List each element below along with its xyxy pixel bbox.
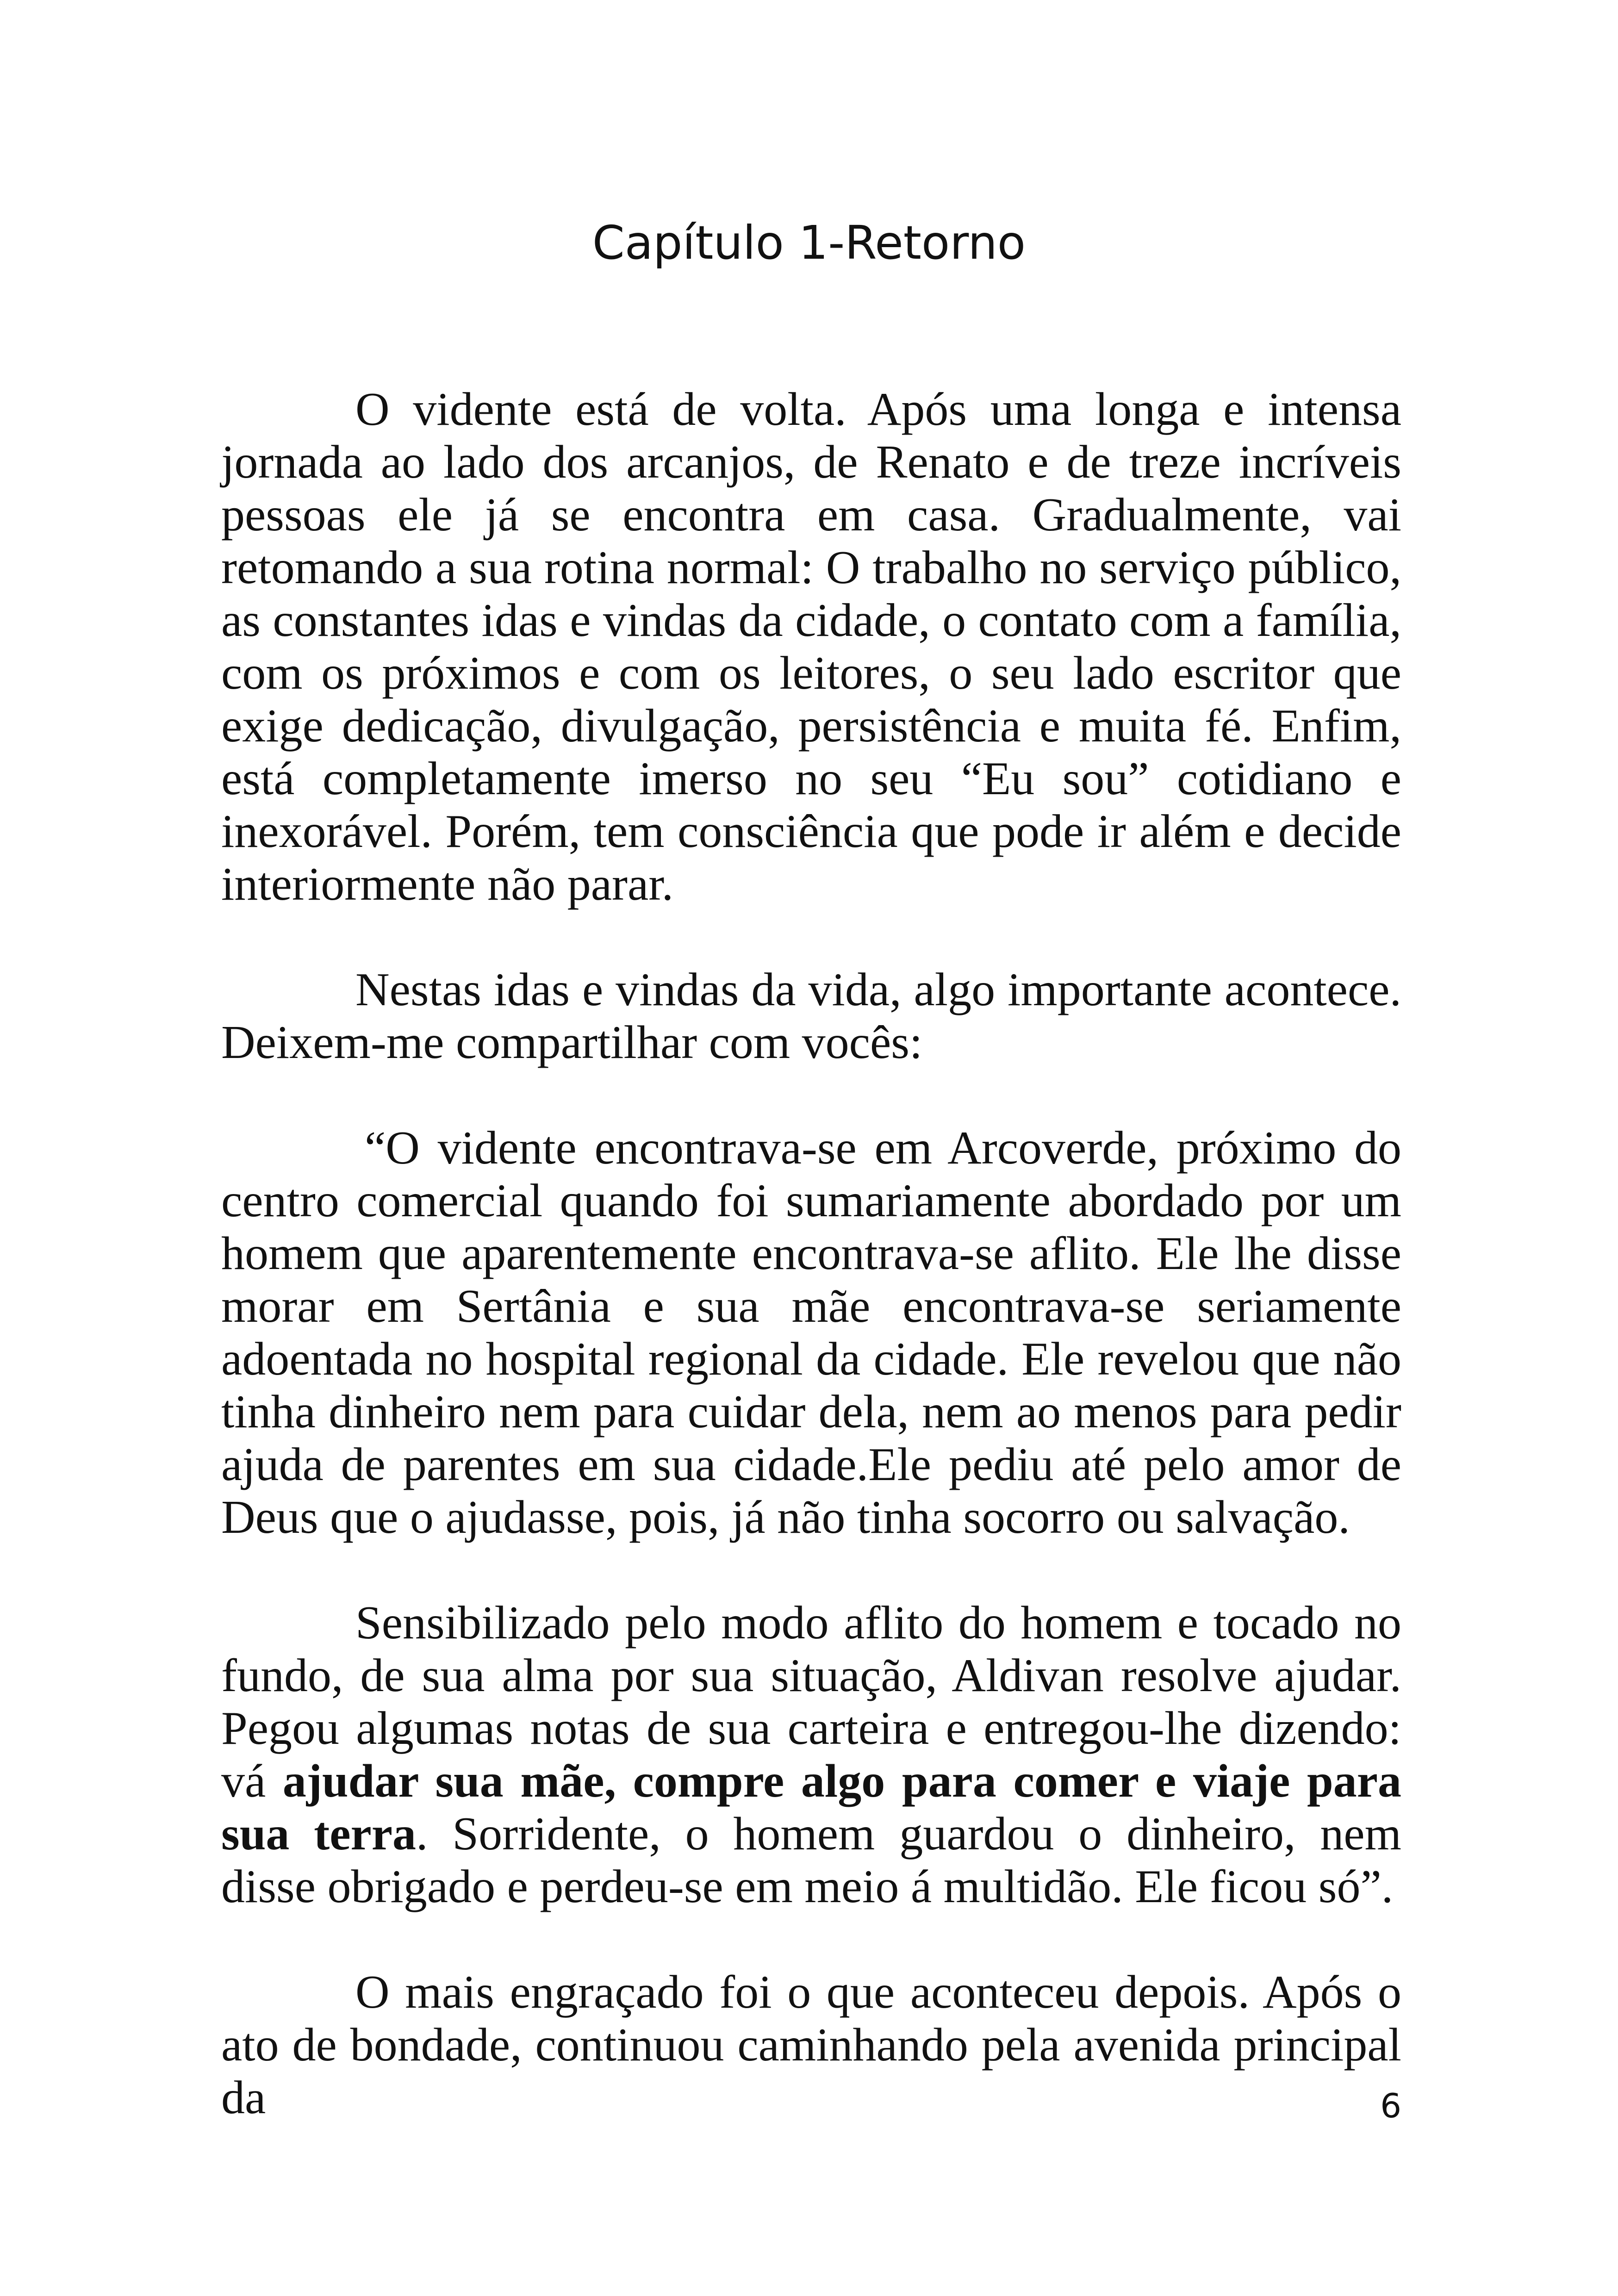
paragraph-arcoverde-story: “O vidente encontrava-se em Arcoverde, próximo do centro comercial quando foi sumariamente abordado por um homem que aparentemente encontrava-se aflito. Ele lhe disse morar em Sertânia e sua mãe encontrava-se seriamente adoentada no hospital regional da cidade. Ele revelou que não tinha dinheiro nem para cuidar dela, nem ao menos para pedir ajuda de parentes em sua cidade.Ele pediu até pelo amor de Deus que o ajudasse, pois, já não tinha socorro ou salvação. <box>221 1122 1401 1543</box>
paragraph-mais-engracado: O mais engraçado foi o que aconteceu depois. Após o ato de bondade, continuou caminhando pela avenida principal da <box>221 1966 1401 2124</box>
paragraph-sensibilizado <box>221 1597 1401 1913</box>
page-number: 6 <box>1380 2086 1401 2125</box>
chapter-title: Capítulo 1-Retorno <box>592 216 1026 270</box>
paragraph-intro: O vidente está de volta. Após uma longa e intensa jornada ao lado dos arcanjos, de Renato e de treze incríveis pessoas ele já se encontra em casa. Gradualmente, vai retomando a sua rotina normal: O trabalho no serviço público, as constantes idas e vindas da cidade, o contato com a família, com os próximos e com os leitores, o seu lado escritor que exige dedicação, divulgação, persistência e muita fé. Enfim, está completamente imerso no seu “Eu sou” cotidiano e inexorável. Porém, tem consciência que pode ir além e decide interiormente não parar. <box>221 383 1401 910</box>
paragraph-sensibilizado-text-start: Sensibilizado pelo modo aflito do homem e tocado no fundo, de sua alma por sua situação, Aldivan resolve ajudar. Pegou algumas notas de sua carteira e entregou-lhe dizendo: vá <box>221 1597 1401 1807</box>
paragraph-sensibilizado-text-end: . Sorridente, o homem guardou o dinheiro, nem disse obrigado e perdeu-se em meio á multidão. Ele ficou só”. <box>221 1808 1401 1913</box>
chapter-body <box>221 383 1401 2177</box>
paragraph-sensibilizado-bold-phrase: ajudar sua mãe, compre algo para comer e viaje para sua terra <box>221 1755 1402 1860</box>
paragraph-idas-e-vindas: Nestas idas e vindas da vida, algo importante acontece. Deixem-me compartilhar com vocês: <box>221 964 1401 1069</box>
